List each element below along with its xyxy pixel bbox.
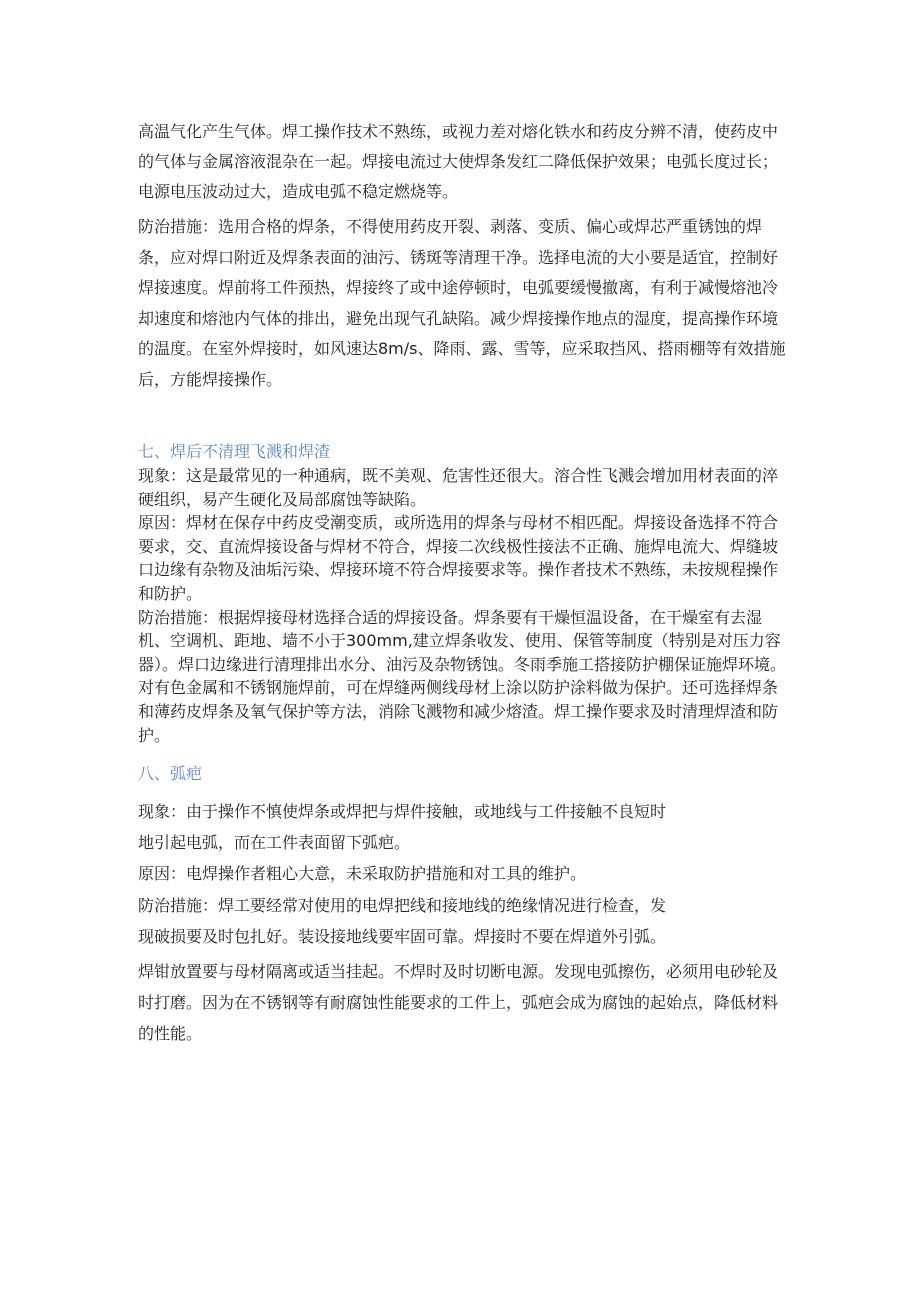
paragraph: 防治措施：选用合格的焊条，不得使用药皮开裂、剥落、变质、偏心或焊芯严重锈蚀的焊条，应对焊口附近及焊条表面的油污、锈斑等清理干净。选择电流的大小要是适宜，控制好焊接速度。焊前将工件预热，焊接终了或中途停顿时，电弧要缓慢撤离，有利于减慢熔池冷却速度和熔池内气体的排出，避免出现气孔缺陷。减少焊接操作地点的湿度，提高操作环境的温度。在室外焊接时，如风速达8m/s、降雨、露、雪等，应采取挡风、搭雨棚等有效措施后，方能焊接操作。 (138, 217, 786, 389)
prevention-line-2: 现破损要及时包扎好。装设接地线要牢固可靠。焊接时不要在焊道外引弧。 (138, 926, 667, 946)
prevention-line-1: 防治措施：焊工要经常对使用的电焊把线和接地线的绝缘情况进行检查，发 (138, 895, 667, 915)
prevention-paragraph: 防治措施：根据焊接母材选择合适的焊接设备。焊条要有干燥恒温设备，在干燥室有去湿机、空调机、距地、墙不小于300mm,建立焊条收发、使用、保管等制度（特别是对压力容器）。焊口边缘进行清理排出水分、油污及杂物锈蚀。冬雨季施工搭接防护棚保证施焊环境。对有色金属和不锈钢施焊前，可在焊缝两侧线母材上涂以防护涂料做为保护。还可选择焊条和薄药皮焊条及氧气保护等方法，消除飞溅物和减少熔渣。焊工操作要求及时清理焊渣和防护。 (138, 607, 787, 745)
section-7-body (138, 464, 793, 747)
porosity-cause-continuation (138, 117, 793, 207)
phenomenon-paragraph: 现象：这是最常见的一种通病，既不美观、危害性还很大。溶合性飞溅会增加用材表面的淬硬组织，易产生硬化及局部腐蚀等缺陷。 (138, 466, 779, 509)
phenomenon-line-1: 现象：由于操作不慎使焊条或焊把与焊件接触，或地线与工件接触不良短时 (138, 802, 667, 821)
section-heading-8: 八、弧疤 (138, 764, 203, 783)
section-8-body (138, 796, 793, 952)
porosity-prevention (138, 212, 793, 395)
phenomenon-line-2: 地引起电弧，而在工件表面留下弧疤。 (138, 833, 411, 853)
paragraph: 高温气化产生气体。焊工操作技术不熟练，或视力差对熔化铁水和药皮分辨不清，使药皮中的气体与金属溶液混杂在一起。焊接电流过大使焊条发红二降低保护效果；电弧长度过长；电源电压波动过大，造成电弧不稳定燃烧等。 (138, 122, 779, 201)
section-heading-7: 七、焊后不清理飞溅和焊渣 (138, 442, 331, 461)
section-8-prevention-cont (138, 956, 793, 1050)
cause-paragraph: 原因：电焊操作者粗心大意，未采取防护措施和对工具的维护。 (138, 864, 587, 884)
cause-paragraph: 原因：焊材在保存中药皮受潮变质，或所选用的焊条与母材不相匹配。焊接设备选择不符合要求，交、直流焊接设备与焊材不符合，焊接二次线极性接法不正确、施焊电流大、焊缝坡口边缘有杂物及油垢污染、焊接环境不符合焊接要求等。操作者技术不熟练，未按规程操作和防护。 (138, 513, 779, 603)
prevention-paragraph: 焊钳放置要与母材隔离或适当挂起。不焊时及时切断电源。发现电弧擦伤，必须用电砂轮及时打磨。因为在不锈钢等有耐腐蚀性能要求的工件上，弧疤会成为腐蚀的起始点，降低材料的性能。 (138, 962, 779, 1044)
